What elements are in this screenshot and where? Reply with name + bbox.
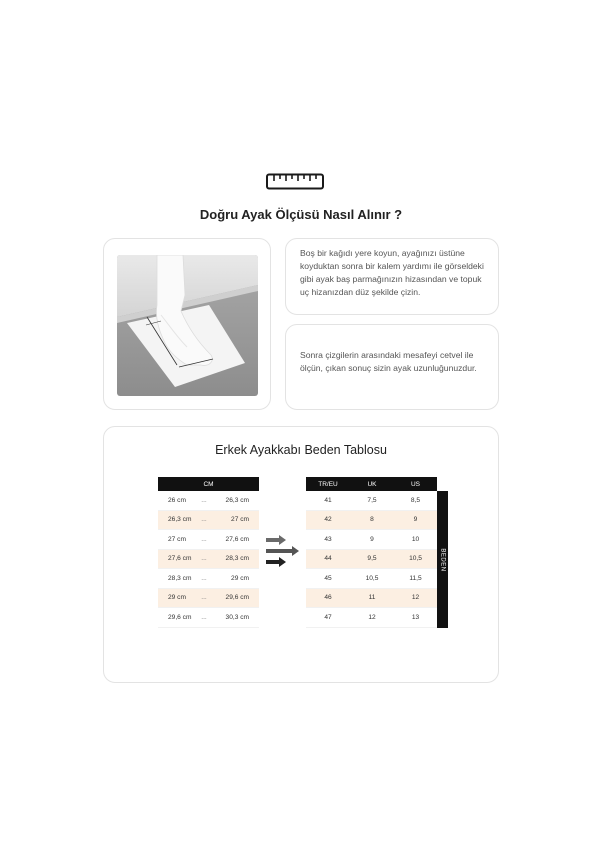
header-tr-eu: TR/EU <box>318 480 338 488</box>
step-text-draw: Boş bir kağıdı yere koyun, ayağınızı üstüne koyduktan sonra bir kalem yardımı ile görseldeki gibi ayak baş parmağınızın hizasından ve topuk uç hizanızdan düz şekilde çizin. <box>300 248 484 297</box>
beden-side-label <box>437 491 448 628</box>
cm-table-row <box>158 530 259 550</box>
size-us: 11,5 <box>409 574 422 582</box>
foot-measure-photo <box>117 255 258 396</box>
size-table-row <box>306 511 437 531</box>
size-us: 13 <box>411 613 420 621</box>
cm-separator: ... <box>201 594 207 602</box>
size-tr-eu: 45 <box>324 574 332 582</box>
arrow-right-icon <box>266 535 300 569</box>
cm-separator: ... <box>201 613 207 621</box>
size-uk: 7,5 <box>367 496 377 504</box>
step-card-measure <box>285 324 499 410</box>
size-tr-eu: 46 <box>324 594 332 602</box>
step-text-measure: Sonra çizgilerin arasındaki mesafeyi cetvel ile ölçün, çıkan sonuç sizin ayak uzunluğunuzdur. <box>300 350 477 373</box>
cm-table <box>158 477 259 628</box>
size-tr-eu: 47 <box>324 613 332 621</box>
cm-from: 29 cm <box>168 594 186 602</box>
size-uk: 10,5 <box>365 574 379 582</box>
cm-to: 29 cm <box>231 574 249 582</box>
size-uk: 11 <box>368 594 376 602</box>
cm-table-row <box>158 511 259 531</box>
cm-from: 29,6 cm <box>168 613 192 621</box>
ruler-icon <box>266 173 324 190</box>
cm-to: 28,3 cm <box>225 555 249 563</box>
cm-table-row <box>158 491 259 511</box>
size-uk: 12 <box>368 613 376 621</box>
size-tr-eu: 41 <box>324 496 332 504</box>
cm-table-row <box>158 550 259 570</box>
size-tr-eu: 42 <box>324 516 332 524</box>
size-chart-card <box>103 426 499 683</box>
size-table-row <box>306 530 437 550</box>
cm-separator: ... <box>201 496 207 504</box>
cm-table-header <box>158 477 259 491</box>
size-table-row <box>306 491 437 511</box>
size-uk: 9,5 <box>367 555 377 563</box>
cm-separator: ... <box>201 535 207 543</box>
cm-separator: ... <box>201 574 207 582</box>
cm-table-row <box>158 589 259 609</box>
size-table-header <box>306 477 437 491</box>
size-chart-title: Erkek Ayakkabı Beden Tablosu <box>215 443 387 457</box>
foot-photo-card <box>103 238 271 410</box>
cm-table-row <box>158 608 259 628</box>
size-table-row <box>306 550 437 570</box>
cm-to: 30,3 cm <box>225 613 249 621</box>
cm-separator: ... <box>201 555 207 563</box>
page-title: Doğru Ayak Ölçüsü Nasıl Alınır ? <box>199 207 403 222</box>
size-uk: 9 <box>370 535 374 543</box>
cm-table-row <box>158 569 259 589</box>
size-us: 12 <box>411 594 420 602</box>
cm-from: 26 cm <box>168 496 186 504</box>
step-card-draw <box>285 238 499 315</box>
size-us: 10,5 <box>409 555 422 563</box>
cm-from: 26,3 cm <box>168 516 192 524</box>
size-tr-eu: 44 <box>324 555 332 563</box>
size-table-row <box>306 589 437 609</box>
cm-from: 27 cm <box>168 535 186 543</box>
size-us: 8,5 <box>410 496 421 504</box>
header-us: US <box>410 480 421 488</box>
cm-header-label: CM <box>203 480 214 488</box>
size-uk: 8 <box>370 516 374 524</box>
size-tr-eu: 43 <box>324 535 332 543</box>
cm-from: 27,6 cm <box>168 555 192 563</box>
size-us: 9 <box>413 516 418 524</box>
cm-from: 28,3 cm <box>168 574 192 582</box>
size-table-row <box>306 569 437 589</box>
size-us: 10 <box>411 535 420 543</box>
cm-separator: ... <box>201 516 207 524</box>
cm-to: 26,3 cm <box>225 496 249 504</box>
size-table-row <box>306 608 437 628</box>
header-uk: UK <box>367 480 377 488</box>
cm-to: 29,6 cm <box>225 594 249 602</box>
beden-label-text: BEDEN <box>439 547 446 572</box>
cm-to: 27 cm <box>231 516 249 524</box>
cm-to: 27,6 cm <box>225 535 249 543</box>
size-table <box>306 477 437 628</box>
